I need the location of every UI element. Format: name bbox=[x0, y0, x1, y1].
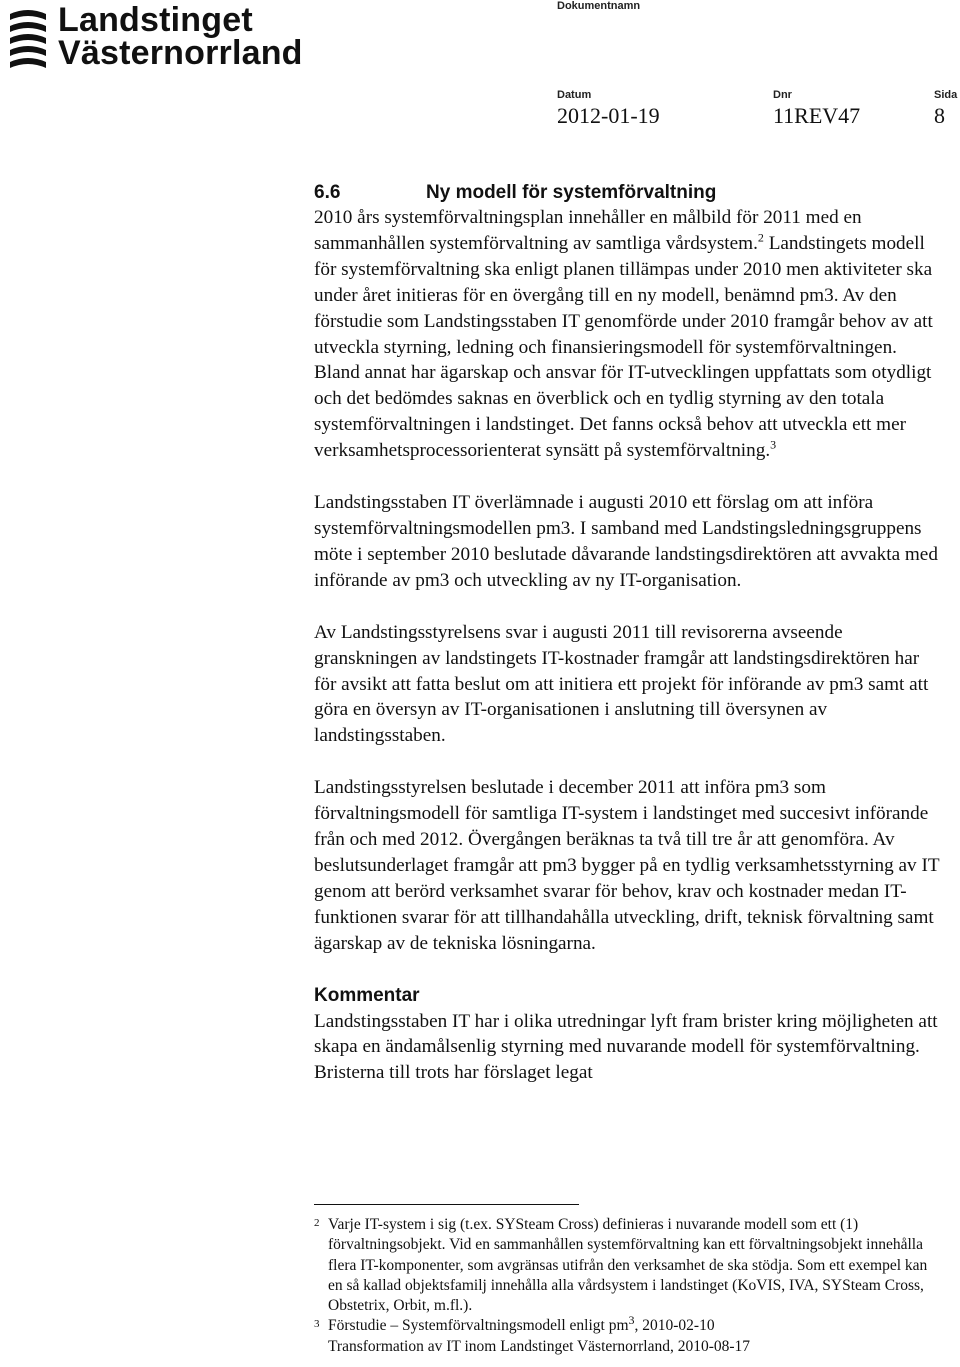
section-number: 6.6 bbox=[314, 182, 341, 203]
logo-wordmark bbox=[58, 1, 303, 72]
paragraph-2: Landstingsstaben IT överlämnade i augusti 2010 ett förslag om att införa systemförvaltningsmodellen pm3. I samband med Landstingsledningsgruppens möte i september 2010 beslutade dåvarande landstingsdirektören att avvakta med införande av pm3 och utveckling av ny IT-organisation. bbox=[314, 492, 938, 591]
document-name-label: Dokumentnamn bbox=[557, 0, 641, 12]
footnote-2-number: 2 bbox=[314, 1217, 320, 1229]
page-number: 8 bbox=[934, 103, 945, 128]
footnote-3-part-b: , 2010-02-10 bbox=[634, 1317, 715, 1335]
comment-text: Landstingsstaben IT har i olika utredningar lyft fram brister kring möjligheten att skapa en ändamålsenlig styrning med nuvarande modell för systemförvaltning. Bristerna till trots har förslaget legat bbox=[314, 1010, 938, 1084]
main-content bbox=[314, 180, 944, 1086]
section-heading bbox=[314, 180, 944, 205]
paragraph-1 bbox=[314, 205, 944, 464]
date-value: 2012-01-19 bbox=[557, 103, 660, 128]
paragraph-1-part-b: Landstingets modell för systemförvaltning ska enligt planen tillämpas under 2010 men aktiviteter ska under året initieras för en övergång till en ny modell, benämnd pm3. Av den förstudie som Landstingsstaben IT genomförde under 2010 framgår behov av att utveckla styrning, ledning och finansieringsmodell för systemförvaltningen. Bland annat har ägarskap och ansvar för IT-utvecklingen uppfattats som otydligt och det bedömdes saknas en överblick och en tydlig styrning av den totala systemförvaltningen i landstinget. Det fanns också behov att utveckla ett mer verksamhetsprocessorienterat synsätt på systemförvaltning. bbox=[314, 232, 933, 462]
logo-line-1: Landstinget bbox=[58, 1, 253, 39]
paragraph-1-part-a: 2010 års systemförvaltningsplan innehåller en målbild för 2011 med en sammanhållen systemförvaltning av samtliga vårdsystem. bbox=[314, 207, 862, 254]
footnote-divider bbox=[314, 1204, 579, 1205]
dnr-label: Dnr bbox=[773, 89, 792, 101]
page-label: Sida bbox=[934, 89, 958, 101]
footnote-ref-3: 3 bbox=[770, 437, 777, 452]
comment-heading: Kommentar bbox=[314, 984, 420, 1006]
footnote-ref-2: 2 bbox=[757, 230, 764, 245]
footnote-3 bbox=[314, 1313, 934, 1357]
footnote-3-part-a: Förstudie – Systemförvaltningsmodell enligt pm bbox=[328, 1317, 629, 1335]
paragraph-3: Av Landstingsstyrelsens svar i augusti 2011 till revisorerna avseende granskningen av landstingets IT-kostnader framgår att landstingsdirektören har för avsikt att fatta beslut om att initiera ett projekt för införande av pm3 samt att göra en översyn av IT-organisationen i anslutning till översynen av landstingsstaben. bbox=[314, 621, 929, 747]
footnote-3-number: 3 bbox=[314, 1318, 320, 1331]
logo-line-2: Västernorrland bbox=[58, 34, 303, 72]
landstinget-logo-icon bbox=[6, 6, 50, 72]
section-title: Ny modell för systemförvaltning bbox=[426, 182, 717, 203]
date-label: Datum bbox=[557, 89, 592, 101]
footnote-3-superscript: 3 bbox=[628, 1313, 635, 1328]
footnote-2 bbox=[314, 1215, 934, 1316]
footnote-3-text bbox=[328, 1313, 934, 1357]
dnr-value: 11REV47 bbox=[773, 103, 861, 128]
footnote-2-text: Varje IT-system i sig (t.ex. SYSteam Cross) definieras i nuvarande modell som ett (1) förvaltningsobjekt. Vid en sammanhållen systemförvaltning kan ett förvaltningsobjekt innehålla flera IT-komponenter, som avgränsas utifrån den verksamhet de ska stödja. Som ett exempel kan en så kallad objektsfamilj innehålla alla vårdsystem i landstinget (KoVIS, IVA, SYSteam Cross, Obstetrix, Orbit, m.fl.). bbox=[328, 1216, 928, 1315]
footnote-3-line-2: Transformation av IT inom Landstinget Västernorrland, 2010-08-17 bbox=[328, 1337, 751, 1355]
paragraph-4: Landstingsstyrelsen beslutade i december 2011 att införa pm3 som förvaltningsmodell för samtliga IT-system i landstinget med succesivt införande från och med 2012. Övergången beräknas ta två till tre år att genomföra. Av beslutsunderlaget framgår att pm3 bygger på en tydlig verksamhetsstyrning av IT genom att berörd verksamhet svarar för behov, krav och kostnader medan IT-funktionen svarar för att tillhandahålla utveckling, drift, teknisk förvaltning samt ägarskap av de tekniska lösningarna. bbox=[314, 777, 940, 954]
footnotes bbox=[314, 1204, 934, 1357]
logo bbox=[6, 1, 303, 72]
